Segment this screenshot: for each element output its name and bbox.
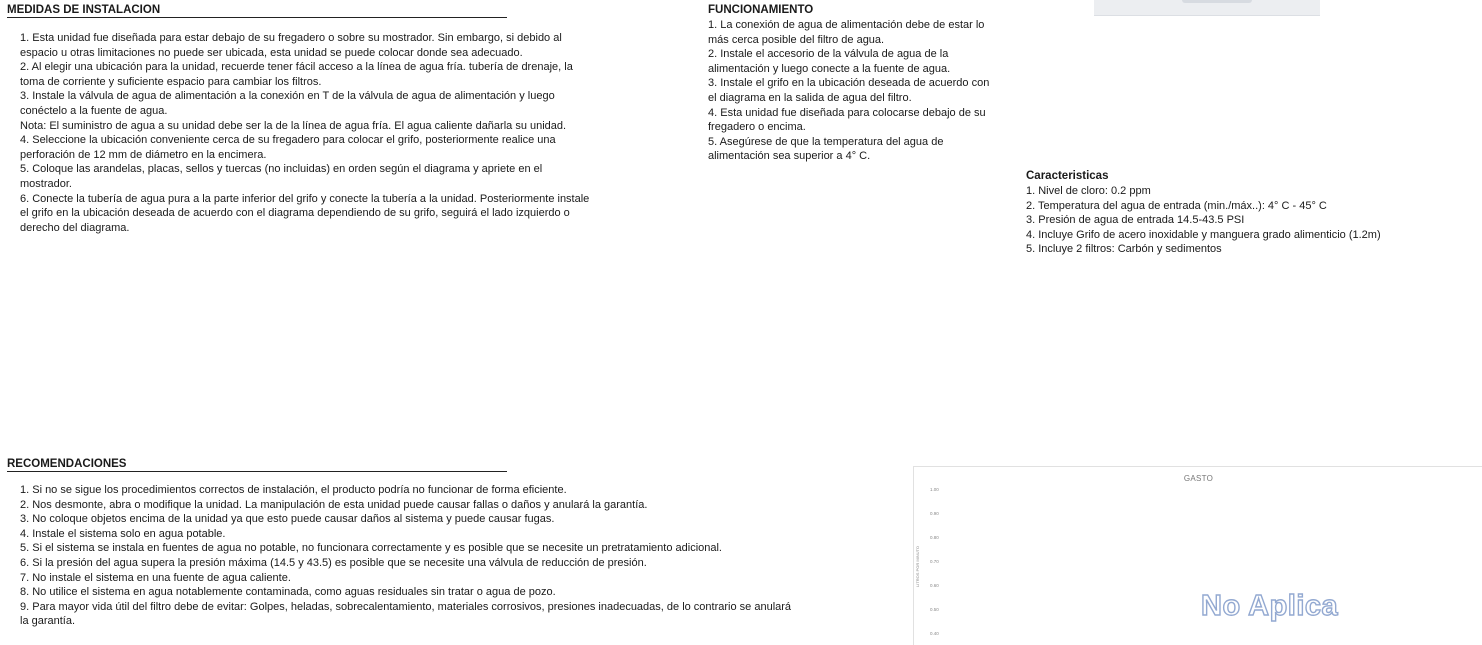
- operation-line: 2. Instale el accesorio de la válvula de agua de la: [708, 48, 949, 61]
- installation-line: 5. Coloque las arandelas, placas, sellos y tuercas (no incluidas) en orden según el diagrama y apriete en el: [20, 163, 543, 176]
- flow-chart-y-tick: 0.40: [930, 631, 939, 636]
- flow-chart-y-tick: 0.80: [930, 535, 939, 540]
- flow-chart-y-tick: 1.00: [930, 487, 939, 492]
- features-list: [1026, 184, 1476, 257]
- operation-line: el diagrama en la salida de agua del filtro.: [708, 91, 912, 104]
- flow-chart-y-tick: 0.70: [930, 559, 939, 564]
- flow-chart-title: GASTO: [1183, 474, 1214, 483]
- not-applicable-stamp: No Aplica: [1201, 590, 1339, 622]
- recommendation-line: 3. No coloque objetos encima de la unidad ya que esto puede causar daños al sistema y puede causar fugas.: [20, 513, 555, 526]
- operation-line: 5. Asegúrese de que la temperatura del agua de: [708, 135, 944, 148]
- flow-chart-y-tick: 0.90: [930, 511, 939, 516]
- operation-line: fregadero o encima.: [708, 121, 806, 134]
- recommendations-list: [20, 483, 900, 629]
- operation-title: FUNCIONAMIENTO: [708, 4, 814, 16]
- flow-chart-y-tick: 0.50: [930, 607, 939, 612]
- installation-title-underline: [7, 17, 507, 18]
- recommendation-line: 5. Si el sistema se instala en fuentes de agua no potable, no funcionara correctamente y es posible que se necesite un pretratamiento adicional.: [20, 542, 722, 555]
- recommendation-line: 2. Nos desmonte, abra o modifique la unidad. La manipulación de esta unidad puede causar fallas o daños y anulará la garantía.: [20, 498, 648, 511]
- flow-chart-y-tick: 0.60: [930, 583, 939, 588]
- installation-instructions: [20, 31, 700, 235]
- installation-line: toma de corriente y suficiente espacio para cambiar los filtros.: [20, 75, 322, 88]
- flow-chart-y-axis-label: LITROS POR MINUTO: [915, 545, 920, 587]
- operation-steps: [708, 18, 1048, 164]
- installation-line: 6. Conecte la tubería de agua pura a la parte inferior del grifo y conecte la tubería a la unidad. Posteriormente instale: [20, 192, 590, 205]
- feature-item: 4. Incluye Grifo de acero inoxidable y manguera grado alimenticio (1.2m): [1026, 228, 1381, 241]
- recommendation-line: 4. Instale el sistema solo en agua potable.: [20, 527, 226, 540]
- feature-item: 5. Incluye 2 filtros: Carbón y sedimentos: [1026, 243, 1222, 256]
- installation-line: perforación de 12 mm de diámetro en la encimera.: [20, 148, 267, 161]
- flow-chart: [913, 466, 1482, 645]
- operation-line: 3. Instale el grifo en la ubicación deseada de acuerdo con: [708, 77, 990, 90]
- feature-item: 1. Nivel de cloro: 0.2 ppm: [1026, 185, 1151, 197]
- installation-line: mostrador.: [20, 177, 72, 190]
- product-image: [1094, 0, 1320, 16]
- installation-line: 3. Instale la válvula de agua de alimentación a la conexión en T de la válvula de agua de alimentación y luego: [20, 90, 555, 103]
- installation-line: espacio u otras limitaciones no puede ser ubicada, esta unidad se puede colocar donde sea adecuado.: [20, 46, 523, 59]
- operation-line: más cerca posible del filtro de agua.: [708, 33, 885, 46]
- recommendation-line: 9. Para mayor vida útil del filtro debe de evitar: Golpes, heladas, sobrecalentamiento, materiales corrosivos, presiones inadecuadas, de lo contrario se anulará: [20, 600, 792, 613]
- recommendation-line: la garantía.: [20, 615, 76, 628]
- operation-line: 1. La conexión de agua de alimentación debe de estar lo: [708, 19, 985, 31]
- installation-line: 2. Al elegir una ubicación para la unidad, recuerde tener fácil acceso a la línea de agua fría. tubería de drenaje, la: [20, 61, 573, 74]
- installation-line: 4. Seleccione la ubicación conveniente cerca de su fregadero para colocar el grifo, posteriormente realice una: [20, 134, 556, 147]
- recommendations-title-underline: [7, 471, 507, 472]
- product-image-highlight: [1182, 0, 1252, 3]
- installation-title: MEDIDAS DE INSTALACION: [7, 4, 161, 16]
- recommendation-line: 8. No utilice el sistema en agua notablemente contaminada, como aguas residuales sin tratar o agua de pozo.: [20, 586, 556, 599]
- installation-line: derecho del diagrama.: [20, 221, 130, 234]
- installation-line: el grifo en la ubicación deseada de acuerdo con el diagrama dependiendo de su grifo, seguirá el lado izquierdo o: [20, 207, 570, 220]
- operation-line: alimentación sea superior a 4° C.: [708, 150, 871, 163]
- features-title: Caracteristicas: [1026, 170, 1109, 182]
- recommendations-title: RECOMENDACIONES: [7, 458, 127, 470]
- installation-line: 1. Esta unidad fue diseñada para estar debajo de su fregadero o sobre su mostrador. Sin embargo, si debido al: [20, 32, 562, 44]
- installation-line: conéctelo a la fuente de agua.: [20, 104, 168, 117]
- installation-line: Nota: El suministro de agua a su unidad debe ser la de la línea de agua fría. El agua caliente dañarla su unidad.: [20, 119, 567, 132]
- recommendation-line: 7. No instale el sistema en una fuente de agua caliente.: [20, 571, 291, 584]
- recommendation-line: 1. Si no se sigue los procedimientos correctos de instalación, el producto podría no funcionar de forma eficiente.: [20, 484, 567, 496]
- operation-line: 4. Esta unidad fue diseñada para colocarse debajo de su: [708, 106, 986, 119]
- operation-line: alimentación y luego conecte a la fuente de agua.: [708, 62, 951, 75]
- feature-item: 3. Presión de agua de entrada 14.5-43.5 PSI: [1026, 214, 1245, 227]
- recommendation-line: 6. Si la presión del agua supera la presión máxima (14.5 y 43.5) es posible que se necesite una válvula de reducción de presión.: [20, 556, 647, 569]
- feature-item: 2. Temperatura del agua de entrada (min./máx..): 4° C - 45° C: [1026, 199, 1327, 212]
